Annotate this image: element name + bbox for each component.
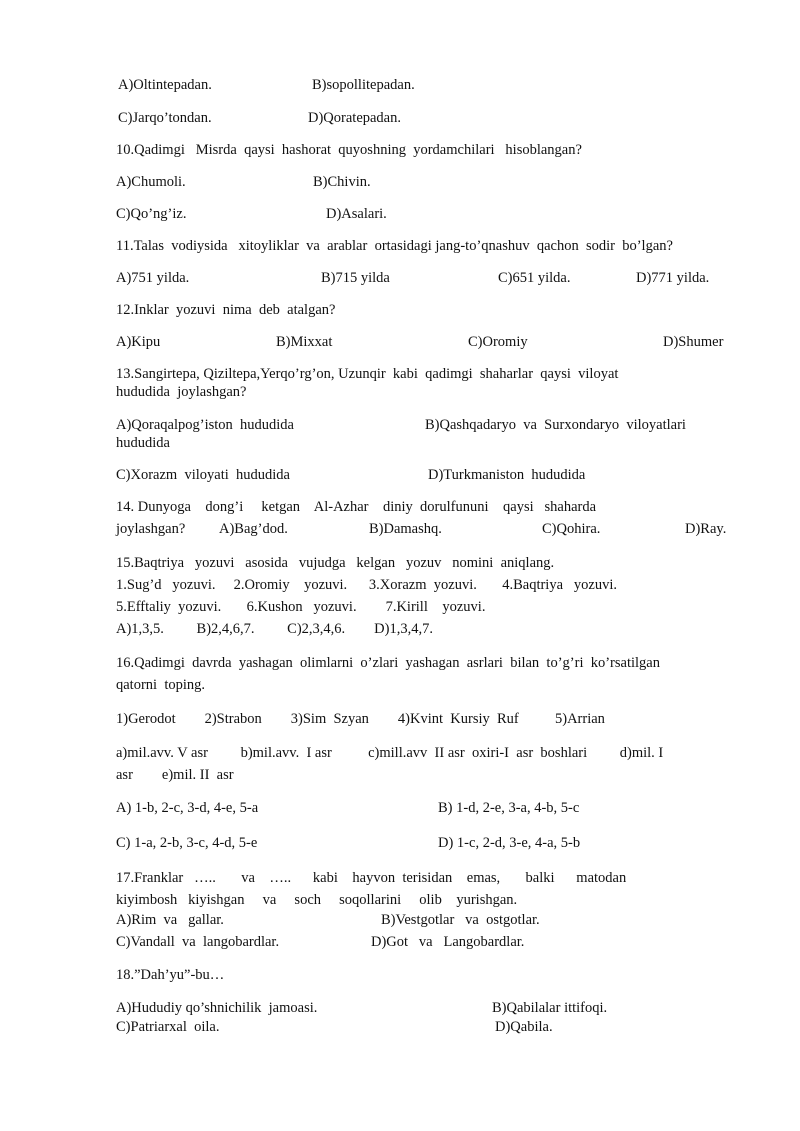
- text-line: 11.Talas vodiysida xitoyliklar va arablar ortasidagi jang-to’qnashuv qachon sodir bo’lgan?: [116, 238, 673, 254]
- text-line: B)715 yilda: [321, 270, 390, 286]
- text-line: D)Turkmaniston hududida: [428, 467, 586, 483]
- text-line: B)Damashq.: [369, 521, 442, 537]
- text-line: D)Got va Langobardlar.: [371, 934, 525, 950]
- text-line: D)Qabila.: [495, 1019, 553, 1035]
- text-line: A)1,3,5. B)2,4,6,7. C)2,3,4,6. D)1,3,4,7.: [116, 621, 433, 637]
- text-line: A)Oltintepadan.: [118, 77, 212, 93]
- text-line: hududida: [116, 435, 170, 451]
- text-line: 13.Sangirtepa, Qiziltepa,Yerqo’rg’on, Uzunqir kabi qadimgi shaharlar qaysi viloyat: [116, 366, 619, 382]
- text-line: A)Hududiy qo’shnichilik jamoasi.: [116, 1000, 318, 1016]
- text-line: B)Qabilalar ittifoqi.: [492, 1000, 608, 1016]
- text-line: A)751 yilda.: [116, 270, 190, 286]
- text-line: B)Chivin.: [313, 174, 371, 190]
- text-line: D)Shumer: [663, 334, 724, 350]
- text-line: 18.”Dah’yu”-bu…: [116, 967, 225, 983]
- text-line: B) 1-d, 2-e, 3-a, 4-b, 5-c: [438, 800, 580, 816]
- text-line: kiyimbosh kiyishgan va soch soqollarini olib yurishgan.: [116, 892, 518, 908]
- text-line: B)Mixxat: [276, 334, 333, 350]
- text-line: asr e)mil. II asr: [116, 767, 234, 783]
- text-line: A)Chumoli.: [116, 174, 186, 190]
- text-line: A) 1-b, 2-c, 3-d, 4-e, 5-a: [116, 800, 259, 816]
- text-line: 12.Inklar yozuvi nima deb atalgan?: [116, 302, 336, 318]
- text-line: 1.Sug’d yozuvi. 2.Oromiy yozuvi. 3.Xorazm yozuvi. 4.Baqtriya yozuvi.: [116, 577, 617, 593]
- text-line: C)Qo’ng’iz.: [116, 206, 187, 222]
- text-line: 15.Baqtriya yozuvi asosida vujudga kelgan yozuv nomini aniqlang.: [116, 555, 555, 571]
- text-line: joylashgan?: [116, 521, 186, 537]
- text-line: A)Kipu: [116, 334, 161, 350]
- text-line: 17.Franklar ….. va ….. kabi hayvon terisidan emas, balki matodan: [116, 870, 627, 886]
- text-line: A)Qoraqalpog’iston hududida: [116, 417, 294, 433]
- text-line: C)Vandall va langobardlar.: [116, 934, 280, 950]
- text-line: D)771 yilda.: [636, 270, 710, 286]
- text-line: A)Rim va gallar.: [116, 912, 224, 928]
- text-line: qatorni toping.: [116, 677, 206, 693]
- text-line: C) 1-a, 2-b, 3-c, 4-d, 5-e: [116, 835, 258, 851]
- text-line: 1)Gerodot 2)Strabon 3)Sim Szyan 4)Kvint Kursiy Ruf 5)Arrian: [116, 711, 605, 727]
- text-line: B)sopollitepadan.: [312, 77, 415, 93]
- text-line: A)Bag’dod.: [219, 521, 288, 537]
- text-line: C)651 yilda.: [498, 270, 571, 286]
- text-line: B)Vestgotlar va ostgotlar.: [381, 912, 540, 928]
- text-line: B)Qashqadaryo va Surxondaryo viloyatlari: [425, 417, 686, 433]
- text-line: 14. Dunyoga dong’i ketgan Al-Azhar diniy dorulfununi qaysi shaharda: [116, 499, 597, 515]
- text-line: hududida joylashgan?: [116, 384, 247, 400]
- text-line: 10.Qadimgi Misrda qaysi hashorat quyoshning yordamchilari hisoblangan?: [116, 142, 582, 158]
- text-line: C)Xorazm viloyati hududida: [116, 467, 290, 483]
- text-line: D) 1-c, 2-d, 3-e, 4-a, 5-b: [438, 835, 581, 851]
- text-line: C)Patriarxal oila.: [116, 1019, 220, 1035]
- text-line: C)Oromiy: [468, 334, 528, 350]
- text-line: D)Asalari.: [326, 206, 387, 222]
- text-line: D)Qoratepadan.: [308, 110, 401, 126]
- text-line: a)mil.avv. V asr b)mil.avv. I asr c)mill.avv II asr oxiri-I asr boshlari d)mil. I: [116, 745, 664, 761]
- text-line: C)Qohira.: [542, 521, 601, 537]
- text-line: D)Ray.: [685, 521, 727, 537]
- text-line: 5.Efftaliy yozuvi. 6.Kushon yozuvi. 7.Kirill yozuvi.: [116, 599, 486, 615]
- text-line: 16.Qadimgi davrda yashagan olimlarni o’zlari yashagan asrlari bilan to’g’ri ko’rsatilgan: [116, 655, 660, 671]
- text-line: C)Jarqo’tondan.: [118, 110, 212, 126]
